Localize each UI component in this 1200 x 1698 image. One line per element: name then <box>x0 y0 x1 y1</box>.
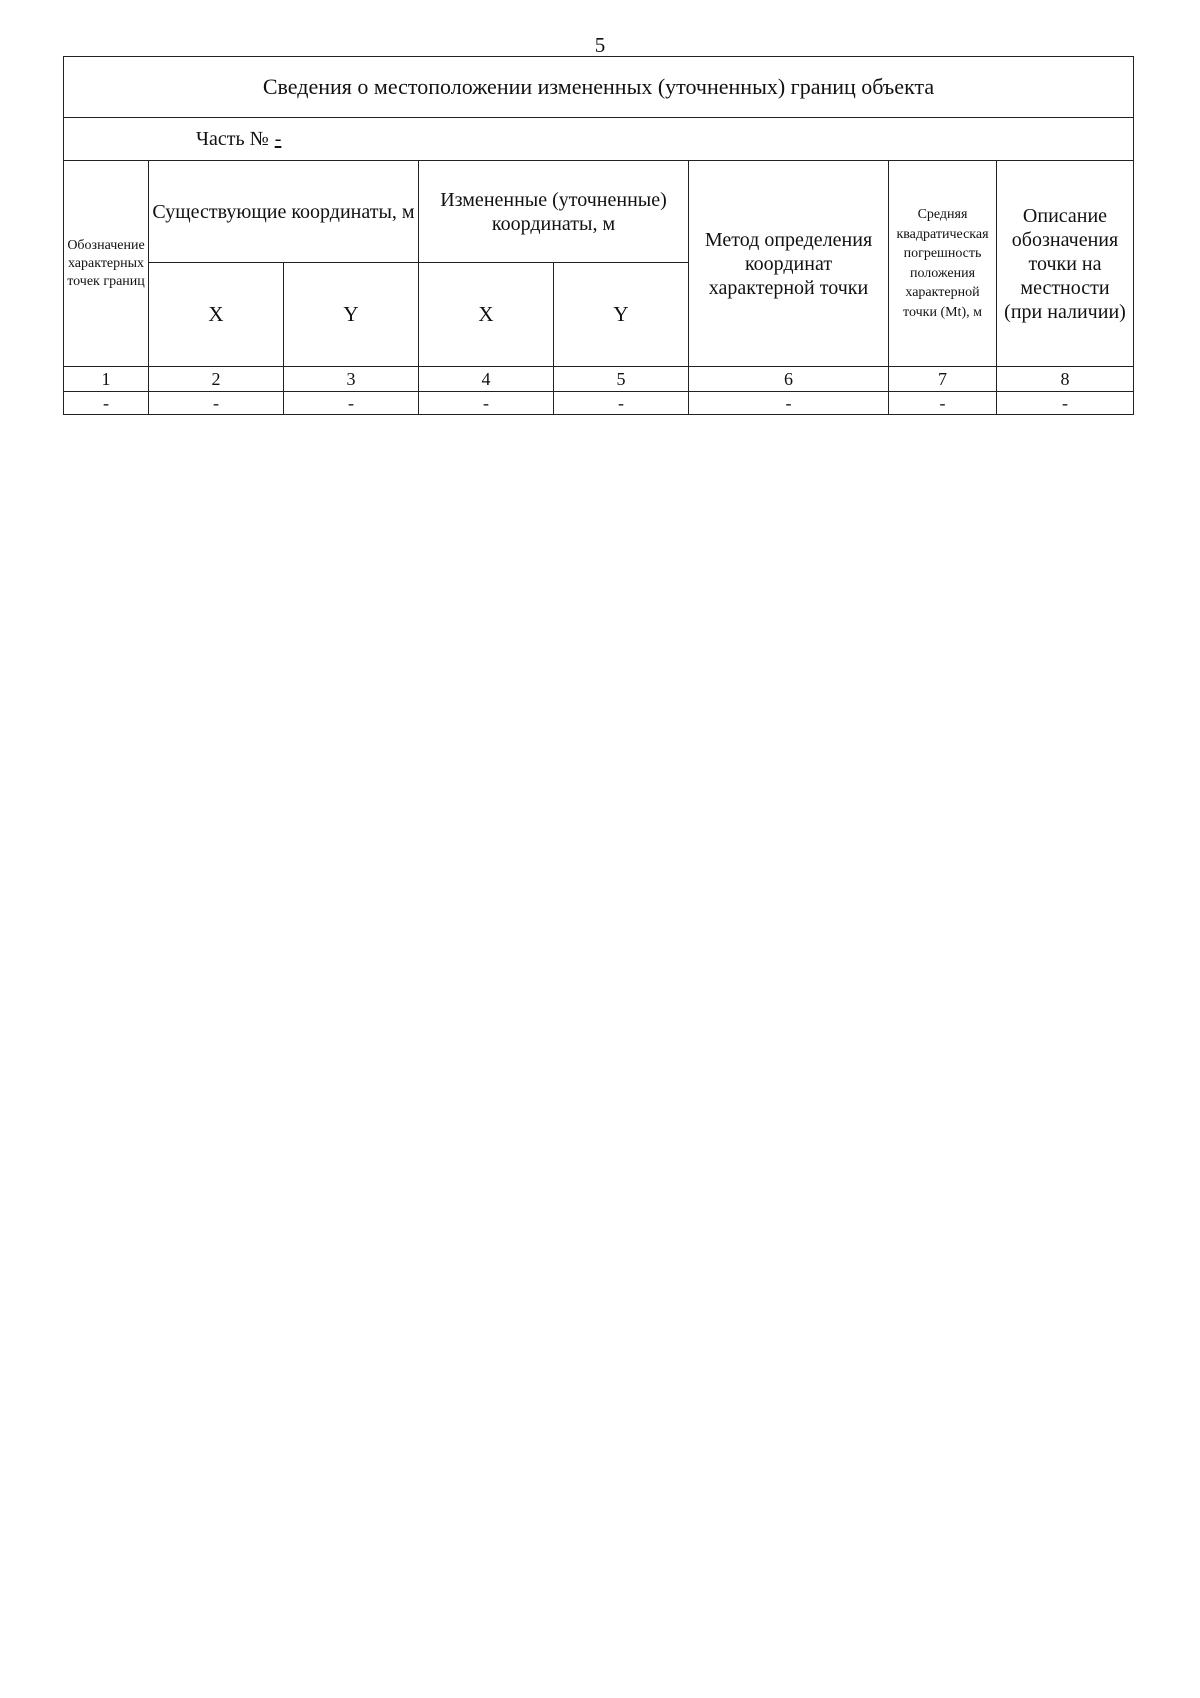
column-number: 8 <box>997 367 1134 392</box>
table-cell: - <box>554 392 689 415</box>
header-changed-y: Y <box>554 263 689 367</box>
table-row <box>64 392 1134 415</box>
column-number: 7 <box>889 367 997 392</box>
table-title: Сведения о местоположении измененных (уточненных) границ объекта <box>64 57 1134 118</box>
table-cell: - <box>64 392 149 415</box>
table-cell: - <box>149 392 284 415</box>
column-number: 3 <box>284 367 419 392</box>
table-cell: - <box>689 392 889 415</box>
part-label: Часть № <box>196 127 269 150</box>
part-number-row <box>64 118 1134 161</box>
table-cell: - <box>419 392 554 415</box>
header-existing-coordinates: Существующие координаты, м <box>149 161 419 263</box>
header-existing-y: Y <box>284 263 419 367</box>
table-cell: - <box>997 392 1134 415</box>
boundary-coordinates-table <box>63 56 1134 415</box>
header-changed-coordinates: Измененные (уточненные) координаты, м <box>419 161 689 263</box>
header-description: Описание обозначения точки на местности (при наличии) <box>997 161 1134 367</box>
part-value: - <box>274 127 282 150</box>
header-mean-error: Средняя квадратическая погрешность положения характерной точки (Mt), м <box>889 161 997 367</box>
column-number-row <box>64 367 1134 392</box>
table-cell: - <box>284 392 419 415</box>
column-number: 6 <box>689 367 889 392</box>
header-existing-x: X <box>149 263 284 367</box>
column-number: 2 <box>149 367 284 392</box>
column-number: 5 <box>554 367 689 392</box>
header-method: Метод определения координат характерной точки <box>689 161 889 367</box>
column-number: 1 <box>64 367 149 392</box>
header-changed-x: X <box>419 263 554 367</box>
page-number: 5 <box>594 33 606 57</box>
column-number: 4 <box>419 367 554 392</box>
header-point-designation: Обозначение характерных точек границ <box>64 161 149 367</box>
table-cell: - <box>889 392 997 415</box>
